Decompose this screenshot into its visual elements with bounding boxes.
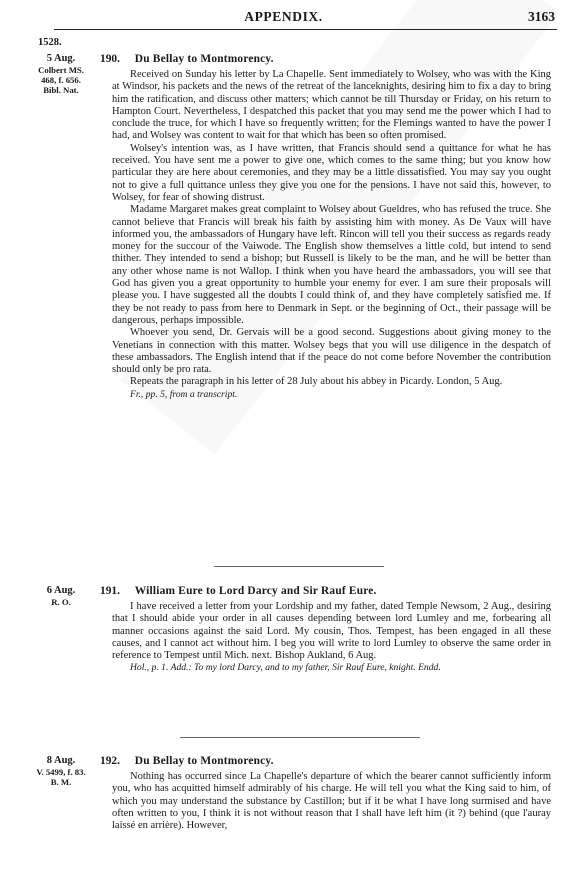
- entry-body: [100, 754, 551, 832]
- header-rule: [54, 29, 557, 30]
- entry-heading: [100, 584, 551, 598]
- source-note: Fr., pp. 5, from a transcript.: [130, 388, 238, 400]
- source-line: B. M.: [50, 777, 72, 787]
- entry-separator: [214, 566, 384, 567]
- page-number: 3163: [528, 9, 555, 24]
- paragraph: Received on Sunday his letter by La Chapelle. Sent immediately to Wolsey, who was with the King at Windsor, his packets and the news of the retreat of the lanceknights, desiring him to fix a day to bring him the ratification, and discuss other matters; which cannot be till Thursday or Friday, on his return to Hampton Court. Nevertheless, I despatched this packet that you may send me the power which I had to conclude the truce, for which I have so frequently written; for the Flemings wanted to have the power I had, and Wolsey was content to wait for that which has been so often promised.: [112, 69, 551, 142]
- entry-number: 192.: [100, 755, 120, 767]
- entry-number: 191.: [100, 585, 120, 597]
- paragraph: Madame Margaret makes great complaint to Wolsey about Gueldres, who has refused the truce. She cannot believe that Francis will break his faith by assisting him with money. As De Vaux will have informed you, the ambassadors of Hungary have left. Rincon will tell you their success as regards ready money for the succour of the Vaiwode. The English show themselves a little cold, but intend to send thither. They intended to send a bishop; but Russell is likely to be the man, and he will be better than any other whose name is not Wallop. I think when you have heard the ambassadors, you will see that God has given you a great opportunity to humble your enemy for ever. I am sure their proposals will please you. I have suggested all the doubts I could think of, and they have completely satisfied me. If they be not ready to pass from here to Denmark in Sept. or the beginning of Oct., their passage will be dangerous, perhaps impossible.: [112, 204, 551, 326]
- entry-margin: [30, 754, 92, 787]
- running-head: [0, 9, 567, 29]
- entry-title: Du Bellay to Montmorency.: [134, 755, 274, 767]
- paragraph: Repeats the paragraph in his letter of 28 July about his abbey in Picardy. London, 5 Aug.: [130, 376, 503, 388]
- running-title: APPENDIX.: [244, 9, 323, 24]
- entry-number: 190.: [100, 53, 120, 65]
- entry-body: [100, 584, 551, 674]
- paragraph: Wolsey's intention was, as I have written, that Francis should send a quittance for what he has received. You have sent me a power to give one, which comes to the same thing; but you know how particular they are here about ceremonies, and they may be a little dissatisfied. You may say you ought not to give a full quittance unless they give you one for the pensions. I have not said this, however, to Wolsey, for fear of showing distrust.: [112, 142, 551, 203]
- paragraph: Whoever you send, Dr. Gervais will be a good second. Suggestions about giving money to the Venetians in connection with this matter. Wolsey begs that you will use diligence in the despatch of these ambassadors. The English intend that if the peace do not come before November the contribution should only be pro rata.: [112, 327, 551, 376]
- entry-heading: [100, 754, 551, 768]
- entry-separator: [180, 737, 420, 738]
- entry-date: 6 Aug.: [46, 585, 76, 596]
- entry-margin: [30, 584, 92, 607]
- source-line: R. O.: [51, 597, 71, 607]
- paragraph: Nothing has occurred since La Chapelle's departure of which the bearer cannot sufficiently inform you, who has acquitted himself admirably of his charge. He will tell you what the King said to him, of which you may understand the substance by Castillon; but if it be what I have long surmised and have often written to you, I think it is not without reason that I shall have left him (it ?) behind (que l'auray laissé en arrière). However,: [112, 771, 551, 832]
- source-line: Colbert MS.: [38, 65, 84, 75]
- margin-year: 1528.: [38, 37, 62, 48]
- entry-heading: [100, 52, 551, 66]
- entry-date: 5 Aug.: [46, 53, 76, 64]
- source-line: Bibl. Nat.: [43, 85, 79, 95]
- source-line: V. 5499, f. 83.: [36, 767, 86, 777]
- entry-body: [100, 52, 551, 401]
- entry-date: 8 Aug.: [46, 755, 76, 766]
- entry-title: Du Bellay to Montmorency.: [134, 53, 274, 65]
- entry-title: William Eure to Lord Darcy and Sir Rauf Eure.: [134, 585, 377, 597]
- source-note: Hol., p. 1. Add.: To my lord Darcy, and to my father, Sir Rauf Eure, knight. Endd.: [130, 662, 441, 674]
- entry-margin: [30, 52, 92, 95]
- source-line: 468, f. 656.: [41, 75, 81, 85]
- paragraph: I have received a letter from your Lordship and my father, dated Temple Newsom, 2 Aug., desiring that I should abide your order in all causes depending between lord Lumley and me, forbearing all manner occasions against the said Lord. My cousin, Thos. Tempest, has been engaged in all these causes, and I cannot act without him. I beg you will write to lord Lumley to observe the same order in reference to Tempest until Mich. next. Bishop Aukland, 6 Aug.: [112, 601, 551, 662]
